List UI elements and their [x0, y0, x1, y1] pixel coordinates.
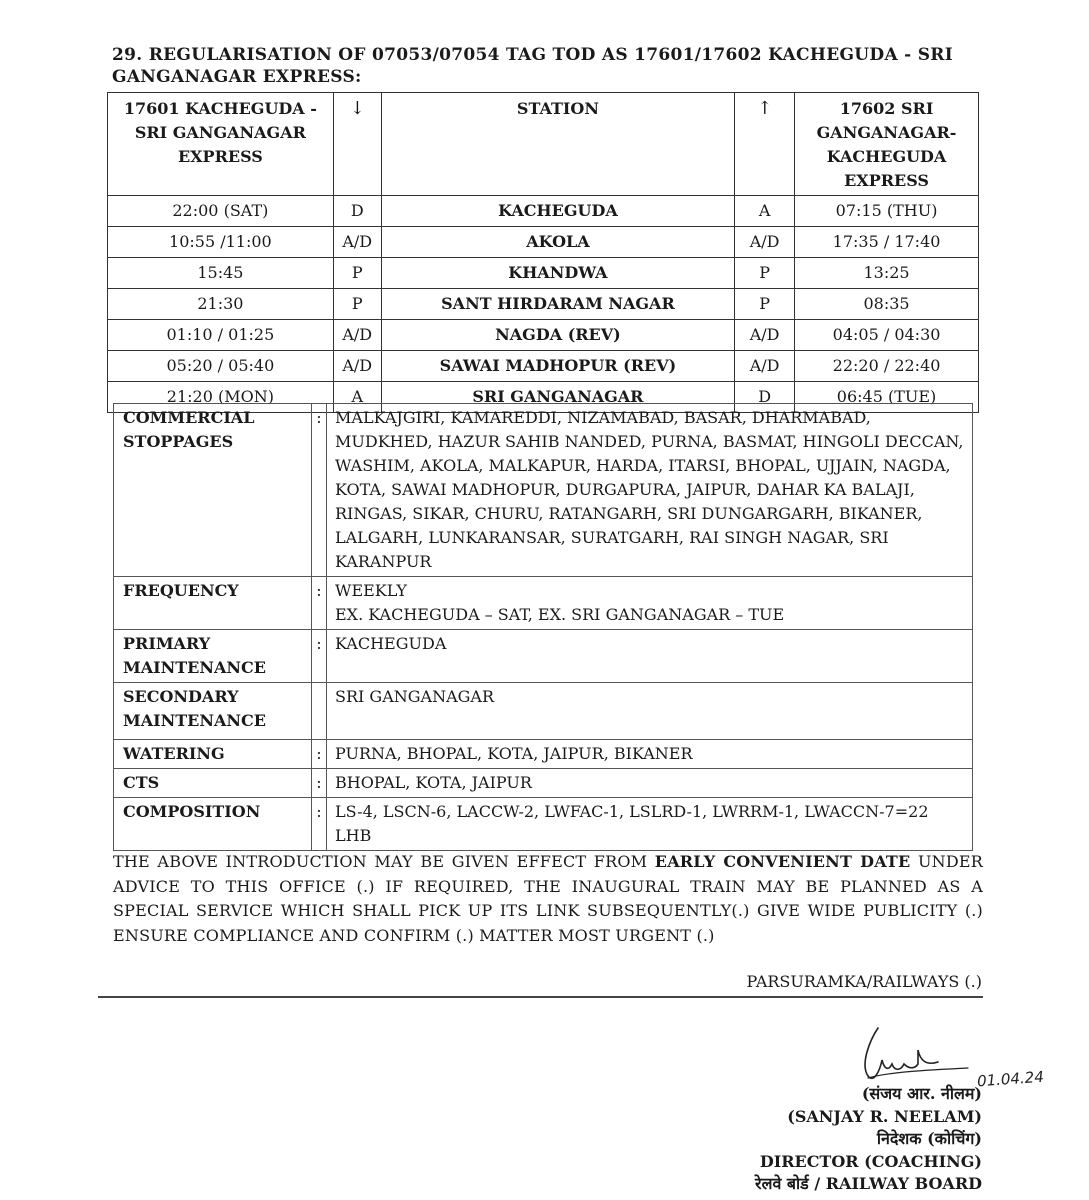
- station-name: KHANDWA: [381, 258, 734, 289]
- down-train-header: 17601 KACHEGUDA - SRI GANGANAGAR EXPRESS: [108, 93, 334, 196]
- up-code: A/D: [735, 227, 795, 258]
- up-time: 07:15 (THU): [795, 196, 979, 227]
- row-colon: :: [312, 769, 327, 798]
- up-time: 04:05 / 04:30: [795, 320, 979, 351]
- up-code: A/D: [735, 351, 795, 382]
- secondary-maintenance-row: [114, 683, 973, 740]
- down-time: 10:55 /11:00: [108, 227, 334, 258]
- down-code: P: [333, 289, 381, 320]
- row-label: COMMERCIAL STOPPAGES: [114, 404, 312, 577]
- divider: [98, 996, 983, 998]
- down-code: A: [333, 382, 381, 413]
- service-details-table: [113, 403, 973, 851]
- instruction-paragraph: [113, 850, 983, 948]
- up-time: 17:35 / 17:40: [795, 227, 979, 258]
- row-colon: :: [312, 740, 327, 769]
- down-code: P: [333, 258, 381, 289]
- up-time: 06:45 (TUE): [795, 382, 979, 413]
- station-name: KACHEGUDA: [381, 196, 734, 227]
- frequency-value: WEEKLY: [335, 581, 407, 600]
- name-hindi: (संजय आर. नीलम): [861, 1084, 982, 1103]
- designation-hindi: निदेशक (कोचिंग): [876, 1129, 982, 1148]
- down-time: 01:10 / 01:25: [108, 320, 334, 351]
- row-label: SECONDARY MAINTENANCE: [114, 683, 312, 740]
- station-name: NAGDA (REV): [381, 320, 734, 351]
- row-label: PRIMARY MAINTENANCE: [114, 630, 312, 683]
- frequency-row: [114, 577, 973, 630]
- down-code: A/D: [333, 351, 381, 382]
- row-colon: :: [312, 404, 327, 577]
- frequency-detail: EX. KACHEGUDA – SAT, EX. SRI GANGANAGAR – TUE: [335, 605, 785, 624]
- row-colon: [312, 683, 327, 740]
- notice-heading: 29. REGULARISATION OF 07053/07054 TAG TOD AS 17601/17602 KACHEGUDA - SRI GANGANAGAR EXPRESS:: [112, 45, 953, 87]
- row-value: KACHEGUDA: [327, 630, 973, 683]
- signoff: PARSURAMKA/RAILWAYS (.): [746, 972, 982, 991]
- row-colon: :: [312, 630, 327, 683]
- down-code: D: [333, 196, 381, 227]
- up-code: A/D: [735, 320, 795, 351]
- down-time: 21:20 (MON): [108, 382, 334, 413]
- row-value: [327, 577, 973, 630]
- down-time: 05:20 / 05:40: [108, 351, 334, 382]
- up-time: 13:25: [795, 258, 979, 289]
- timetable-row: [108, 196, 979, 227]
- up-time: 22:20 / 22:40: [795, 351, 979, 382]
- paragraph-text: THE ABOVE INTRODUCTION MAY BE GIVEN EFFECT FROM: [113, 852, 655, 871]
- timetable-row: [108, 227, 979, 258]
- station-name: SANT HIRDARAM NAGAR: [381, 289, 734, 320]
- down-time: 22:00 (SAT): [108, 196, 334, 227]
- commercial-stoppages-row: [114, 404, 973, 577]
- paragraph-text: UNDER ADVICE TO THIS OFFICE (.) IF REQUIRED, THE INAUGURAL TRAIN MAY BE PLANNED AS A SPECIAL SERVICE WHICH SHALL PICK UP ITS LINK SUBSEQUENTLY(.) GIVE WIDE PUBLICITY (.) ENSURE COMPLIANCE AND CONFIRM (.) MATTER MOST URGENT (.): [113, 852, 984, 945]
- timetable: [107, 92, 979, 413]
- down-time: 15:45: [108, 258, 334, 289]
- signatory-name: (SANJAY R. NEELAM): [787, 1106, 982, 1126]
- signature-block: [755, 1083, 982, 1196]
- up-time: 08:35: [795, 289, 979, 320]
- station-name: SRI GANGANAGAR: [381, 382, 734, 413]
- timetable-row: [108, 320, 979, 351]
- row-label: WATERING: [114, 740, 312, 769]
- row-label: COMPOSITION: [114, 798, 312, 851]
- designation: DIRECTOR (COACHING): [759, 1151, 982, 1171]
- composition-row: [114, 798, 973, 851]
- row-value: LS-4, LSCN-6, LACCW-2, LWFAC-1, LSLRD-1, LWRRM-1, LWACCN-7=22 LHB: [327, 798, 973, 851]
- down-code: A/D: [333, 227, 381, 258]
- station-header: STATION: [381, 93, 734, 196]
- down-code: A/D: [333, 320, 381, 351]
- station-name: SAWAI MADHOPUR (REV): [381, 351, 734, 382]
- primary-maintenance-row: [114, 630, 973, 683]
- up-code: A: [735, 196, 795, 227]
- signature-date-text: 01.04.24: [976, 1067, 1045, 1091]
- signature-date: [975, 1063, 1085, 1093]
- cts-row: [114, 769, 973, 798]
- row-value: MALKAJGIRI, KAMAREDDI, NIZAMABAD, BASAR, DHARMABAD, MUDKHED, HAZUR SAHIB NANDED, PURNA, BASMAT, HINGOLI DECCAN, WASHIM, AKOLA, MALKAPUR, HARDA, ITARSI, BHOPAL, UJJAIN, NAGDA, KOTA, SAWAI MADHOPUR, DURGAPURA, JAIPUR, DAHAR KA BALAJI, RINGAS, SIKAR, CHURU, RATANGARH, SRI DUNGARGARH, BIKANER, LALGARH, LUNKARANSAR, SURATGARH, RAI SINGH NAGAR, SRI KARANPUR: [327, 404, 973, 577]
- timetable-row: [108, 351, 979, 382]
- timetable-row: [108, 289, 979, 320]
- up-code: D: [735, 382, 795, 413]
- row-value: PURNA, BHOPAL, KOTA, JAIPUR, BIKANER: [327, 740, 973, 769]
- row-value: BHOPAL, KOTA, JAIPUR: [327, 769, 973, 798]
- up-arrow-icon: ↑: [735, 93, 795, 196]
- up-code: P: [735, 289, 795, 320]
- row-label: FREQUENCY: [114, 577, 312, 630]
- row-colon: :: [312, 798, 327, 851]
- down-arrow-icon: ↓: [333, 93, 381, 196]
- down-time: 21:30: [108, 289, 334, 320]
- timetable-header: [108, 93, 979, 196]
- row-label: CTS: [114, 769, 312, 798]
- up-code: P: [735, 258, 795, 289]
- watering-row: [114, 740, 973, 769]
- station-name: AKOLA: [381, 227, 734, 258]
- row-colon: :: [312, 577, 327, 630]
- paragraph-emphasis: EARLY CONVENIENT DATE: [654, 852, 911, 871]
- office: रेलवे बोर्ड / RAILWAY BOARD: [755, 1174, 982, 1193]
- row-value: SRI GANGANAGAR: [327, 683, 973, 740]
- timetable-row: [108, 258, 979, 289]
- up-train-header: 17602 SRI GANGANAGAR-KACHEGUDA EXPRESS: [795, 93, 979, 196]
